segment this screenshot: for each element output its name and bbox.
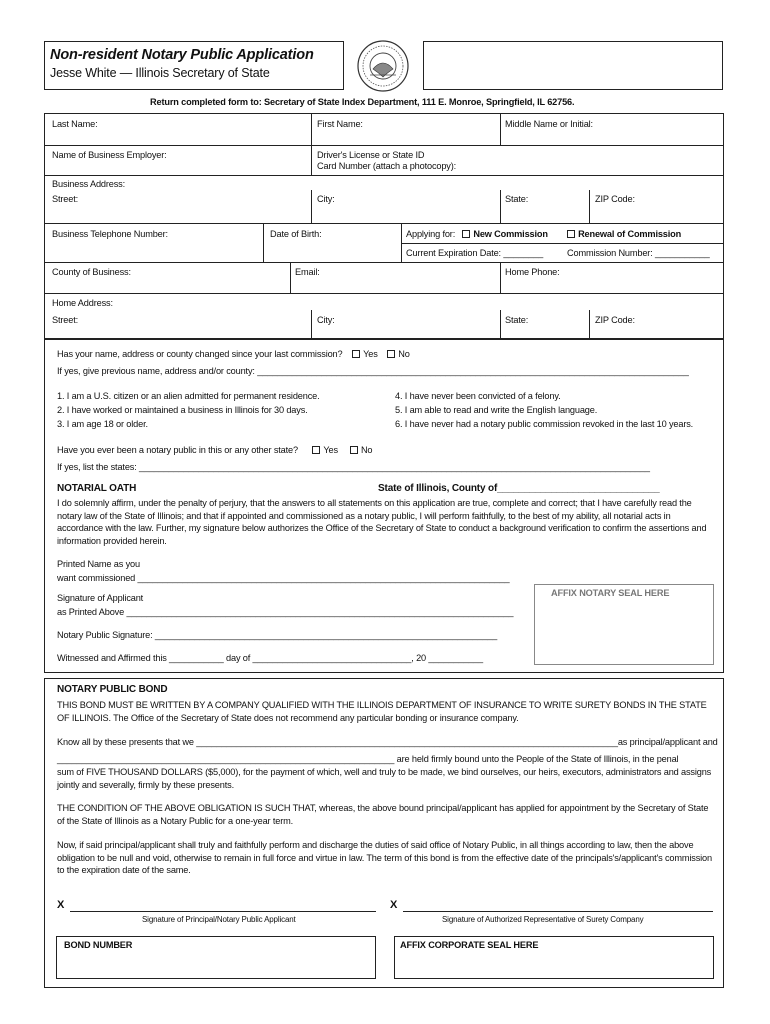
drivers-license-label-2: Card Number (attach a photocopy): [317, 161, 457, 171]
grid-line [44, 223, 724, 224]
email-label: Email: [295, 267, 320, 277]
drivers-license-label-1: Driver's License or State ID [317, 150, 425, 160]
current-expiration-label: Current Expiration Date: ________ [406, 248, 544, 258]
bond-intro: THIS BOND MUST BE WRITTEN BY A COMPANY QUALIFIED WITH THE ILLINOIS DEPARTMENT OF INSURANCE TO WRITE SURETY BONDS IN THE STATE OF ILLINOIS. The Office of the Secretary of State does not recommend any particular bonding or insurance company. [57, 700, 707, 723]
home-state-label: State: [505, 315, 529, 325]
signature-label-1: Signature of Applicant [57, 593, 144, 603]
last-name-label: Last Name: [52, 119, 98, 129]
bond-heading: NOTARY PUBLIC BOND [57, 684, 168, 695]
surety-signature-caption: Signature of Authorized Representative of Surety Company [442, 915, 644, 924]
office-use-box [423, 41, 723, 90]
witnessed-line: Witnessed and Affirmed this ___________ day of ________________________________, 20 ___________ [57, 653, 483, 663]
grid-line [500, 310, 501, 339]
printed-name-line: want commissioned ___________________________________________________________________________ [57, 573, 510, 583]
business-city-label: City: [317, 194, 335, 204]
eligibility-item-4: 4. I have never been convicted of a felony. [395, 391, 561, 401]
applying-for-text: Applying for: [406, 229, 456, 239]
x-mark-surety: X [390, 899, 398, 911]
state-seal-icon [356, 39, 410, 93]
list-states-line: If yes, list the states: _______________________________________________________________________________________________________ [57, 462, 650, 472]
principal-signature-line [70, 911, 376, 912]
grid-line [311, 310, 312, 339]
principal-signature-caption: Signature of Principal/Notary Public Applicant [142, 915, 296, 924]
name-changed-no-checkbox[interactable] [387, 350, 395, 358]
oath-body: I do solemnly affirm, under the penalty of perjury, that the answers to all statements on this application are true, complete and correct; that I have carefully read the notary law of the State of Illinois; and that if appointed and commissioned as a notary public, I will perform faithfully, to the best of my ability, all notarial acts in accordance with the law. Further, my signature below authorizes the Office of the Secretary of State to conduct a background verification to confirm the assertions and information provided herein. [57, 498, 707, 546]
notary-signature-line: Notary Public Signature: _____________________________________________________________________ [57, 630, 498, 640]
other-state-yes-checkbox[interactable] [312, 446, 320, 454]
commission-number-label: Commission Number: ___________ [567, 248, 710, 258]
business-state-label: State: [505, 194, 529, 204]
x-mark-principal: X [57, 899, 65, 911]
applying-for-label [406, 229, 681, 240]
notary-other-state-text: Have you ever been a notary public in this or any other state? [57, 445, 298, 455]
employer-label: Name of Business Employer: [52, 150, 167, 160]
bond-now-if: Now, if said principal/applicant shall truly and faithfully perform and discharge the duties of said office of Notary Public, in all things according to law, then the above obligation to be null and void, otherwise to remain in full force and virtue in law. The term of this bond is from the effective date of the principals's/applicant's commission to the expiration date of the same. [57, 840, 712, 875]
affix-notary-seal-label: AFFIX NOTARY SEAL HERE [551, 588, 670, 598]
corporate-seal-label: AFFIX CORPORATE SEAL HERE [400, 940, 539, 950]
grid-line [500, 262, 501, 293]
renewal-label: Renewal of Commission [578, 229, 682, 239]
county-business-label: County of Business: [52, 267, 131, 277]
business-phone-label: Business Telephone Number: [52, 229, 168, 239]
new-commission-label: New Commission [473, 229, 548, 239]
know-all-line: Know all by these presents that we _____________________________________________________________________________________as principal/applicant and [57, 737, 718, 747]
grid-line [401, 223, 402, 262]
printed-name-label-1: Printed Name as you [57, 559, 140, 569]
return-address: Return completed form to: Secretary of State Index Department, 111 E. Monroe, Springfield, IL 62756. [150, 97, 575, 107]
grid-line [500, 113, 501, 145]
business-street-label: Street: [52, 194, 79, 204]
home-city-label: City: [317, 315, 335, 325]
new-commission-checkbox[interactable] [462, 230, 470, 238]
middle-name-label: Middle Name or Initial: [505, 119, 593, 129]
business-address-label: Business Address: [52, 179, 126, 189]
no-label: No [360, 445, 373, 455]
grid-line [44, 175, 724, 176]
eligibility-item-1: 1. I am a U.S. citizen or an alien admitted for permanent residence. [57, 391, 320, 401]
name-changed-text: Has your name, address or county changed since your last commission? [57, 349, 343, 359]
home-street-label: Street: [52, 315, 79, 325]
grid-line [44, 262, 724, 263]
applicant-info-grid [44, 113, 724, 339]
surety-signature-line [403, 911, 713, 912]
grid-line [44, 293, 724, 294]
grid-line [401, 243, 724, 244]
grid-line [290, 262, 291, 293]
grid-line [44, 145, 724, 146]
held-firmly-line: ____________________________________________________________________ are held firmly bound unto the People of the State of Illinois, in the penal [57, 754, 679, 764]
eligibility-item-5: 5. I am able to read and write the English language. [395, 405, 598, 415]
eligibility-item-3: 3. I am age 18 or older. [57, 419, 148, 429]
home-address-label: Home Address: [52, 298, 113, 308]
no-label: No [398, 349, 410, 359]
yes-label: Yes [363, 349, 378, 359]
eligibility-item-6: 6. I have never had a notary public commission revoked in the last 10 years. [395, 419, 694, 429]
grid-line [500, 190, 501, 223]
yes-label: Yes [323, 445, 338, 455]
name-changed-yes-checkbox[interactable] [352, 350, 360, 358]
name-changed-question [57, 349, 410, 360]
form-title: Non-resident Notary Public Application [50, 47, 314, 63]
home-zip-label: ZIP Code: [595, 315, 635, 325]
previous-name-line: If yes, give previous name, address and/or county: _______________________________________________________________________________________ [57, 366, 689, 376]
grid-line [311, 113, 312, 175]
grid-line [589, 310, 590, 339]
bond-number-label: BOND NUMBER [64, 940, 133, 950]
signature-line: as Printed Above ______________________________________________________________________________ [57, 607, 514, 617]
form-subtitle: Jesse White — Illinois Secretary of State [50, 66, 270, 80]
oath-state-county: State of Illinois, County of______________________________ [378, 483, 660, 494]
dob-label: Date of Birth: [270, 229, 322, 239]
grid-line [311, 190, 312, 223]
business-zip-label: ZIP Code: [595, 194, 635, 204]
first-name-label: First Name: [317, 119, 363, 129]
eligibility-item-2: 2. I have worked or maintained a business in Illinois for 30 days. [57, 405, 308, 415]
bond-sum: sum of FIVE THOUSAND DOLLARS ($5,000), for the payment of which, well and truly to be made, we bind ourselves, our heirs, executors, administrators and assigns jointly and severally, firmly by these presents. [57, 767, 712, 790]
oath-heading: NOTARIAL OATH [57, 483, 137, 494]
notary-other-state-question [57, 445, 372, 456]
bond-condition: THE CONDITION OF THE ABOVE OBLIGATION IS SUCH THAT, whereas, the above bound principal/applicant has applied for appointment by the Secretary of State of the State of Illinois as a Notary Public for a one-year term. [57, 803, 709, 826]
grid-line [589, 190, 590, 223]
renewal-checkbox[interactable] [567, 230, 575, 238]
grid-line [263, 223, 264, 262]
other-state-no-checkbox[interactable] [350, 446, 358, 454]
home-phone-label: Home Phone: [505, 267, 560, 277]
